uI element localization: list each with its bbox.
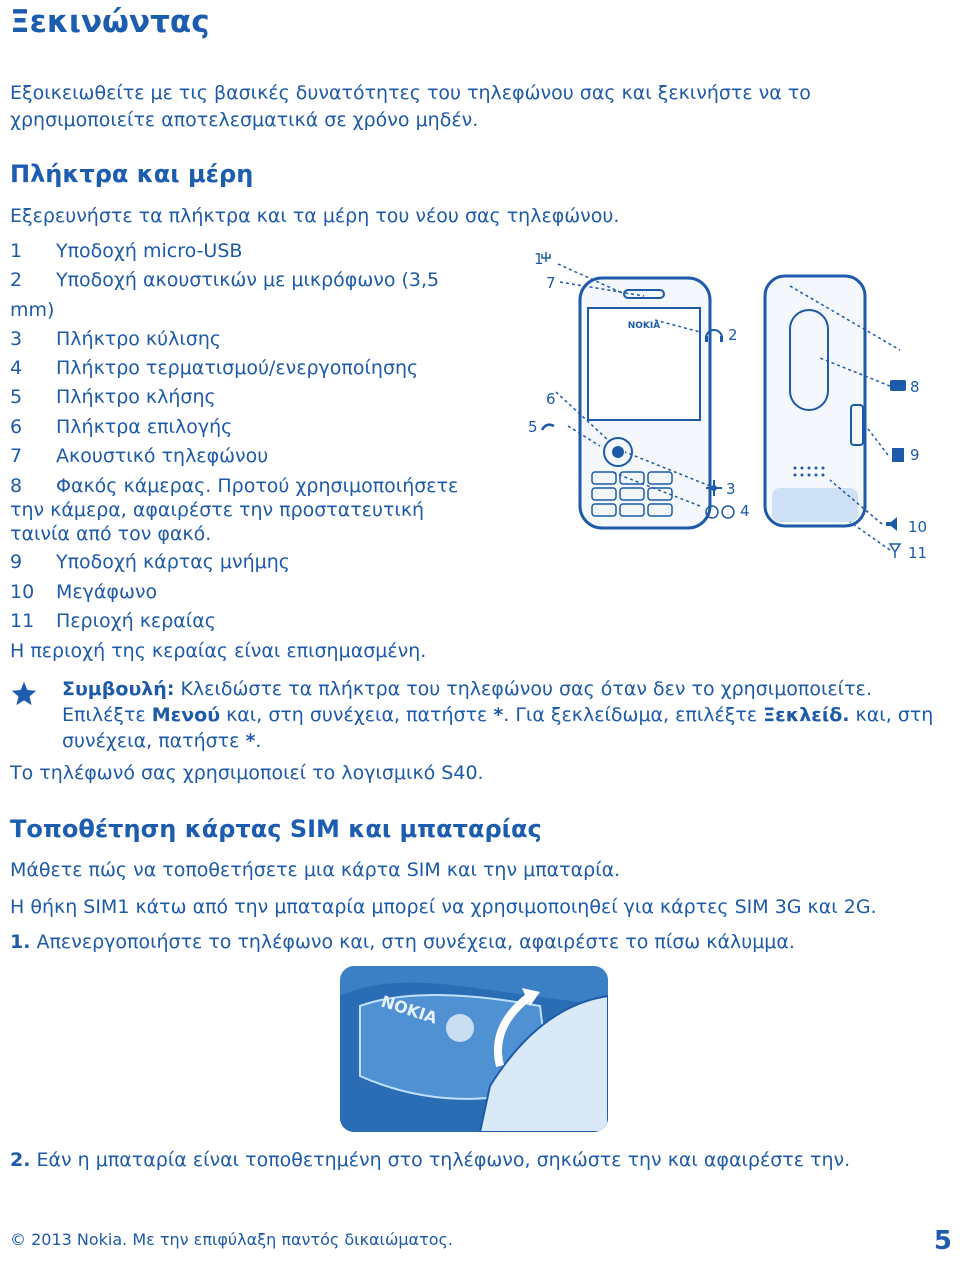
step-2: 2. Εάν η μπαταρία είναι τοποθετημένη στο τηλέφωνο, σηκώστε την και αφαιρέστε την. [10, 1149, 851, 1171]
keys-list [10, 237, 480, 636]
diagram-label-5: 5 [528, 418, 538, 436]
menu-label: Μενού [151, 704, 221, 726]
phone-front-illustration [580, 278, 710, 528]
call-icon [542, 425, 554, 430]
photo-brand-label: NOKIA [378, 991, 440, 1028]
phone-brand-label: NOKIA [627, 321, 661, 331]
speaker-icon [886, 517, 897, 531]
diagram-label-9: 9 [910, 446, 920, 464]
list-item: 3 Πλήκτρο κύλισης [10, 327, 222, 350]
keys-section-subtitle: Εξερευνήστε τα πλήκτρα και τα μέρη του νέου σας τηλεφώνου. [10, 205, 620, 227]
sim-note: Η θήκη SIM1 κάτω από την μπαταρία μπορεί να χρησιμοποιηθεί για κάρτες SIM 3G και 2G. [10, 896, 877, 918]
software-note: Το τηλέφωνό σας χρησιμοποιεί το λογισμικό S40. [10, 762, 484, 784]
memory-card-icon [892, 448, 904, 462]
list-item: 2 Υποδοχή ακουστικών με μικρόφωνο (3,5 mm) [10, 269, 440, 321]
headphones-icon [705, 330, 723, 342]
diagram-label-8: 8 [910, 378, 920, 396]
list-item: 6 Πλήκτρα επιλογής [10, 415, 233, 438]
list-item: 8 Φακός κάμερας. Προτού χρησιμοποιήσετε την κάμερα, αφαιρέστε την προστατευτική ταινία από τον φακό. [10, 475, 459, 546]
list-item: 1 Υποδοχή micro-USB [10, 240, 243, 262]
diagram-label-7: 7 [546, 274, 556, 292]
list-item: 5 Πλήκτρο κλήσης [10, 386, 216, 409]
intro-paragraph: Εξοικειωθείτε με τις βασικές δυνατότητες του τηλεφώνου σας και ξεκινήστε να το χρησιμοποιείτε αποτελεσματικά σε χρόνο μηδέν. [10, 82, 811, 131]
remove-back-cover-photo [340, 966, 608, 1132]
diagram-label-11: 11 [908, 544, 928, 562]
phone-back-illustration [765, 276, 865, 526]
diagram-label-10: 10 [908, 518, 928, 536]
sim-section-subtitle: Μάθετε πώς να τοποθετήσετε μια κάρτα SIM και την μπαταρία. [10, 859, 621, 881]
list-item: 10 Μεγάφωνο [10, 580, 158, 603]
footer-copyright: © 2013 Nokia. Με την επιφύλαξη παντός δικαιώματος. [10, 1230, 453, 1249]
diagram-label-2: 2 [728, 326, 738, 344]
diagram-label-1: 1 [534, 250, 544, 268]
tip-paragraph: Συμβουλή: Κλειδώστε τα πλήκτρα του τηλεφώνου σας όταν δεν το χρησιμοποιείτε. Επιλέξτε Μενού και, στη συνέχεια, πατήστε *. Για ξεκλείδωμα, επιλέξτε Ξεκλείδ. και, στη συνέχεια, πατήστε *. [62, 678, 934, 752]
step-1: 1. Απενεργοποιήστε το τηλέφωνο και, στη συνέχεια, αφαιρέστε το πίσω κάλυμμα. [10, 931, 795, 953]
keys-section-heading: Πλήκτρα και μέρη [10, 160, 254, 188]
sim-section-heading: Τοποθέτηση κάρτας SIM και μπαταρίας [10, 815, 542, 843]
antenna-icon [890, 544, 900, 558]
list-item: 4 Πλήκτρο τερματισμού/ενεργοποίησης [10, 357, 419, 380]
antenna-note: Η περιοχή της κεραίας είναι επισημασμένη. [10, 640, 427, 662]
unlock-label: Ξεκλείδ. [763, 704, 850, 726]
list-item: 11 Περιοχή κεραίας [10, 609, 216, 632]
phone-diagram [520, 240, 960, 570]
diagram-label-3: 3 [726, 480, 736, 498]
diagram-label-4: 4 [740, 502, 750, 520]
list-item: 7 Ακουστικό τηλεφώνου [10, 445, 269, 468]
tip-label: Συμβουλή: [62, 678, 175, 700]
page-title: Ξεκινώντας [10, 4, 210, 40]
list-item: 9 Υποδοχή κάρτας μνήμης [10, 551, 290, 574]
camera-icon [890, 380, 906, 391]
page-number: 5 [933, 1226, 952, 1256]
diagram-label-6: 6 [546, 390, 556, 408]
star-icon [10, 680, 38, 712]
